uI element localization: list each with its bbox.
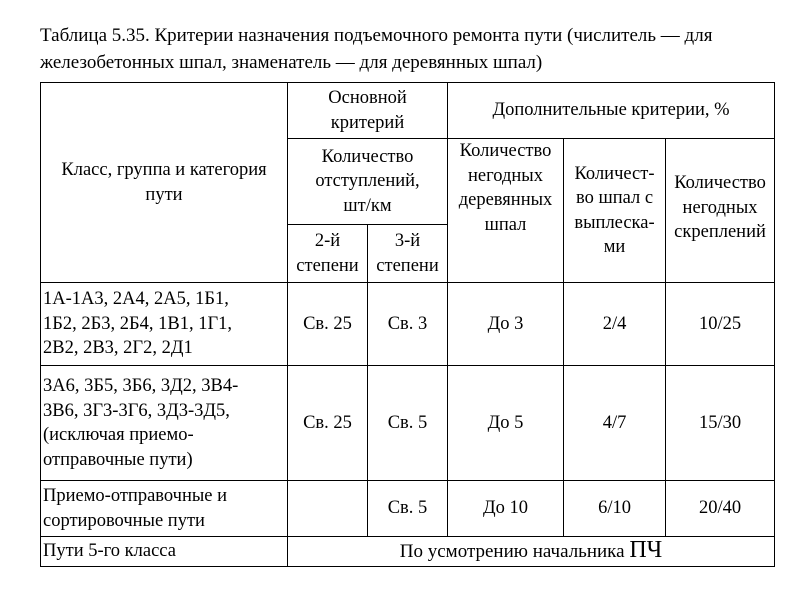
fasteners-cell: 10/25	[666, 283, 775, 366]
caption-line-1: Таблица 5.35. Критерии назначения подъемочного ремонта пути (числитель — для	[40, 25, 713, 46]
wooden-cell: До 3	[448, 283, 564, 366]
degree3-cell: Св. 3	[368, 283, 448, 366]
header-defective-fasteners: Количество негодных скреплений	[666, 139, 775, 283]
header-row-1	[41, 83, 775, 139]
splash-cell: 4/7	[564, 366, 666, 481]
table-row	[41, 481, 775, 537]
track-class-cell: Приемо-отправочные и сортировочные пути	[41, 481, 288, 537]
wooden-cell: До 10	[448, 481, 564, 537]
degree2-cell	[288, 481, 368, 537]
table-caption	[40, 22, 790, 76]
track-class-cell: 1А-1А3, 2А4, 2А5, 1Б1, 1Б2, 2Б3, 2Б4, 1В1, 1Г1, 2В2, 2В3, 2Г2, 2Д1	[41, 283, 288, 366]
table-row	[41, 537, 775, 567]
degree2-cell: Св. 25	[288, 366, 368, 481]
header-additional-criteria: Дополнительные критерии, %	[448, 83, 775, 139]
wooden-cell: До 5	[448, 366, 564, 481]
degree2-cell: Св. 25	[288, 283, 368, 366]
header-main-criterion: Основной критерий	[288, 83, 448, 139]
splash-cell: 2/4	[564, 283, 666, 366]
chief-discretion-cell	[288, 537, 775, 567]
table-row	[41, 366, 775, 481]
track-class-cell: 3А6, 3Б5, 3Б6, 3Д2, 3В4- 3В6, 3Г3-3Г6, 3Д3-3Д5, (исключая приемо- отправочные пути)	[41, 366, 288, 481]
degree3-cell: Св. 5	[368, 481, 448, 537]
note-abbreviation: ПЧ	[629, 537, 663, 564]
degree3-cell: Св. 5	[368, 366, 448, 481]
header-class-group: Класс, группа и категория пути	[41, 83, 288, 283]
splash-cell: 6/10	[564, 481, 666, 537]
table-row	[41, 283, 775, 366]
fasteners-cell: 15/30	[666, 366, 775, 481]
track-class-cell: Пути 5-го класса	[41, 537, 288, 567]
header-degree-3: 3-й степени	[368, 225, 448, 283]
header-degree-2: 2-й степени	[288, 225, 368, 283]
caption-line-2: железобетонных шпал, знаменатель — для деревянных шпал)	[40, 52, 543, 73]
note-text: По усмотрению начальника	[399, 541, 630, 563]
header-sleepers-splash: Количест- во шпал с выплеска- ми	[564, 139, 666, 283]
header-defective-wooden: Количество негодных деревянных шпал	[448, 139, 564, 283]
criteria-table	[40, 82, 775, 567]
header-deviations-count: Количество отступлений, шт/км	[288, 139, 448, 225]
fasteners-cell: 20/40	[666, 481, 775, 537]
